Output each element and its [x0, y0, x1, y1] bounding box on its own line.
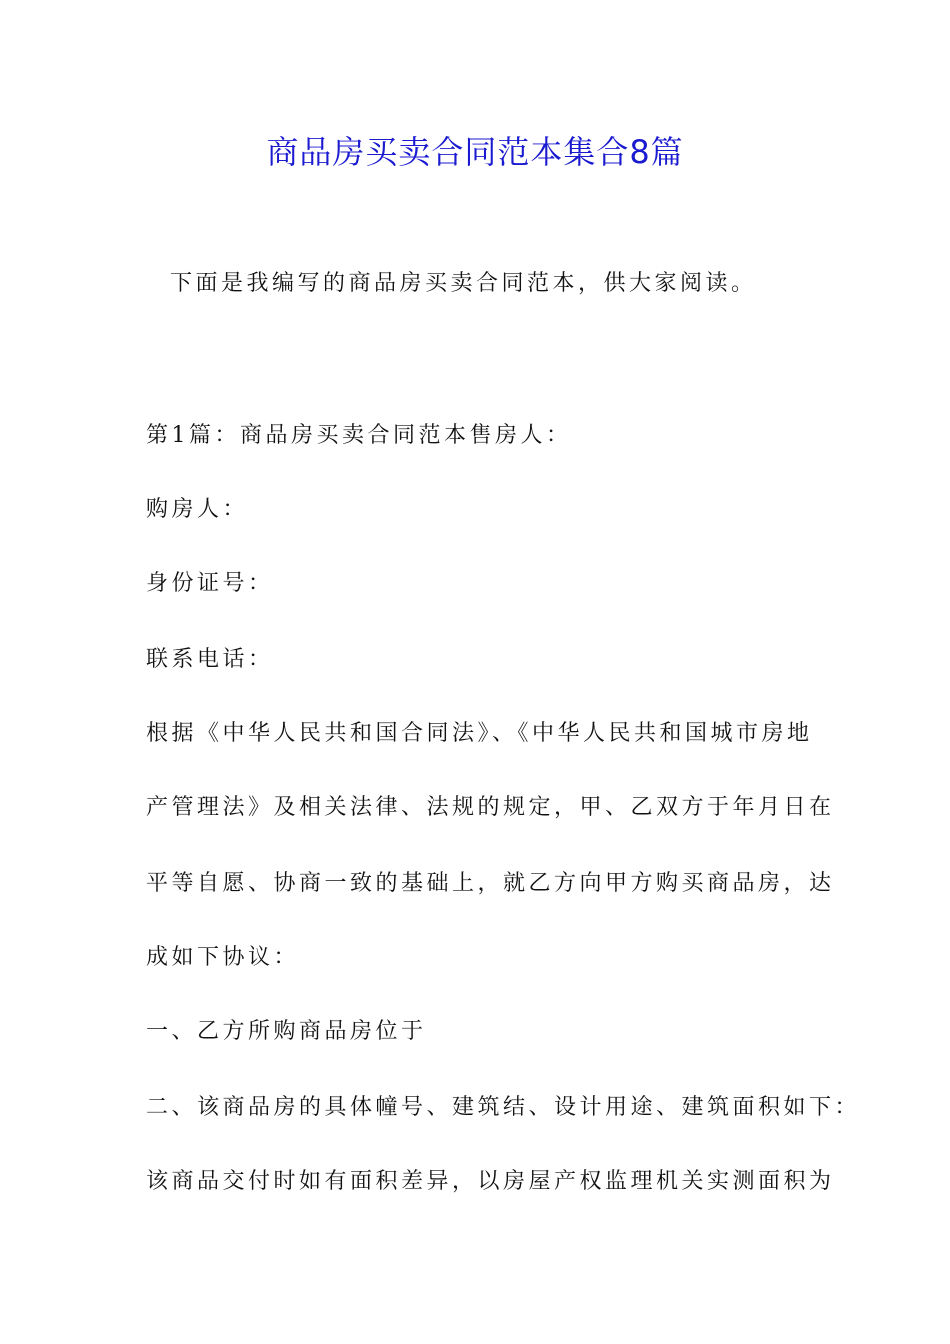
buyer-field: 购房人：: [146, 497, 249, 522]
body-line: 成如下协议：: [146, 945, 300, 970]
intro-paragraph: 下面是我编写的商品房买卖合同范本，供大家阅读。: [170, 271, 757, 296]
body-line: 该商品交付时如有面积差异，以房屋产权监理机关实测面积为: [146, 1169, 835, 1194]
section-heading-1: 第1篇：商品房买卖合同范本售房人：: [146, 423, 572, 448]
body-line: 产管理法》及相关法律、法规的规定，甲、乙双方于年月日在: [146, 795, 835, 820]
phone-field: 联系电话：: [146, 647, 274, 672]
body-line: 根据《中华人民共和国合同法》、《中华人民共和国城市房地: [146, 721, 813, 746]
document-title: 商品房买卖合同范本集合8篇: [266, 133, 684, 171]
clause-1: 一、乙方所购商品房位于: [146, 1019, 427, 1044]
clause-2: 二、该商品房的具体幢号、建筑结、设计用途、建筑面积如下：: [146, 1095, 861, 1120]
body-line: 平等自愿、协商一致的基础上，就乙方向甲方购买商品房，达: [146, 871, 835, 896]
id-number-field: 身份证号：: [146, 571, 274, 596]
